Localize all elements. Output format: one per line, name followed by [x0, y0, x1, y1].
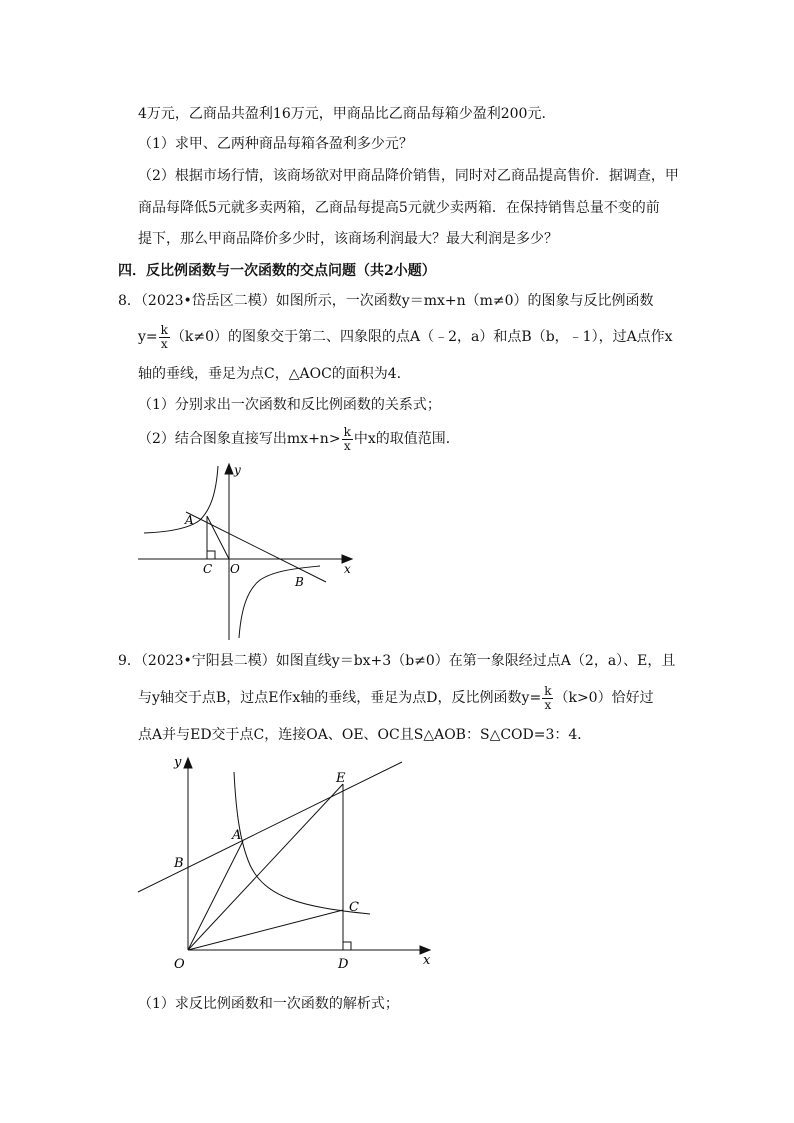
p9-figure [130, 752, 440, 982]
p8-fraction [159, 324, 170, 351]
p8-y-arrow-icon [225, 464, 233, 474]
p9-fraction [542, 685, 553, 712]
p9-line2-suffix: （k>0）恰好过 [554, 690, 654, 706]
p9-y-arrow-icon [184, 758, 192, 768]
p9-label-o: O [174, 957, 185, 972]
p7-line1: 4万元，乙商品共盈利16万元，甲商品比乙商品每箱少盈利200元. [138, 106, 546, 122]
p9-hyperbola [234, 772, 370, 914]
p9-label-x: x [423, 953, 431, 968]
p8-q2-frac-den: x [343, 438, 351, 453]
p8-frac-num: k [160, 322, 168, 337]
p8-label-o: O [230, 562, 240, 576]
p9-line1: 9．（2023•宁阳县二模）如图直线y＝bx+3（b≠0）在第一象限经过点A（2，a）、E，且 [118, 653, 676, 669]
p7-question-1: （1）求甲、乙两种商品每箱各盈利多少元？ [138, 136, 413, 152]
p8-label-b: B [295, 575, 304, 589]
p8-label-c: C [203, 562, 213, 576]
p9-segment-oe [188, 784, 343, 950]
p8-label-x: x [344, 562, 351, 576]
p9-linear-line [138, 762, 402, 892]
p9-right-angle-mark [343, 942, 351, 950]
p8-question-1: （1）分别求出一次函数和反比例函数的关系式； [138, 397, 441, 413]
p9-question-1: （1）求反比例函数和一次函数的解析式； [138, 996, 399, 1012]
p8-right-angle-mark [207, 551, 215, 559]
p9-label-b: B [174, 856, 184, 871]
p8-line3: 轴的垂线，垂足为点C，△AOC的面积为4. [138, 366, 402, 382]
p8-hyperbola-q4 [239, 566, 320, 638]
p9-line2-prefix: 与y轴交于点B，过点E作x轴的垂线，垂足为点D，反比例函数y= [138, 690, 542, 706]
p7-question-2-line2: 商品每降低5元就多卖两箱，乙商品每提高5元就少卖两箱．在保持销售总量不变的前 [138, 200, 660, 216]
p9-label-y: y [174, 755, 182, 770]
p8-segment-ao [207, 516, 229, 559]
p8-frac-den: x [160, 336, 168, 351]
p9-label-c: C [349, 900, 359, 915]
p8-figure [130, 460, 370, 645]
p8-q2-frac-num: k [343, 424, 351, 439]
p8-q2-fraction [342, 426, 353, 453]
p8-label-a: A [185, 513, 194, 527]
p7-question-2-line1: （2）根据市场行情，该商场欲对甲商品降价销售，同时对乙商品提高售价．据调查，甲 [138, 168, 679, 184]
p8-q2-prefix: （2）结合图象直接写出mx+n> [138, 431, 341, 447]
p8-y-equals: y= [138, 329, 158, 345]
p9-frac-num: k [544, 683, 552, 698]
p8-line1: 8．（2023•岱岳区二模）如图所示，一次函数y＝mx+n（m≠0）的图象与反比例函数 [118, 293, 654, 309]
p8-line2 [138, 322, 673, 352]
p8-question-2 [138, 424, 460, 454]
p9-line3: 点A并与ED交于点C，连接OA、OE、OC且S△AOB：S△COD=3：4． [138, 727, 592, 743]
p8-q2-suffix: 中x的取值范围． [353, 431, 460, 447]
p9-segment-oa [188, 841, 243, 950]
section-heading: 四．反比例函数与一次函数的交点问题（共2小题） [118, 263, 436, 279]
p8-label-y: y [234, 463, 241, 477]
p9-label-a: A [232, 828, 242, 843]
p9-line2 [138, 683, 654, 713]
p8-line2-text: （k≠0）的图象交于第二、四象限的点A（﹣2，a）和点B（b，﹣1），过A点作x [170, 329, 673, 345]
p9-label-e: E [336, 771, 346, 786]
p9-label-d: D [338, 957, 349, 972]
p7-question-2-line3: 提下，那么甲商品降价多少时，该商场利润最大？最大利润是多少？ [138, 231, 558, 247]
p9-frac-den: x [544, 697, 552, 712]
p9-segment-oc [188, 910, 343, 950]
